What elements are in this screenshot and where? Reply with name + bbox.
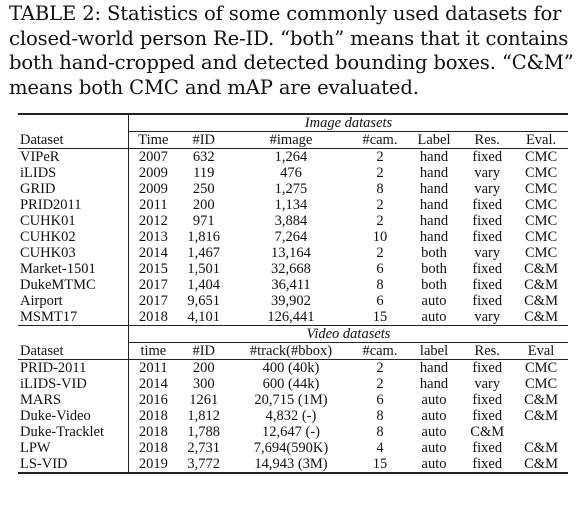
table-cell: CMC [524,376,558,392]
dataset-name-cell: Duke-Video [18,408,129,424]
dataset-name-cell: CUHK02 [18,229,129,245]
dataset-name-cell: PRID-2011 [18,360,129,377]
table-cell: 13,164 [271,245,311,261]
table-cell: 2 [376,360,384,376]
table-cell: vary [474,376,501,392]
table-cell: 1,264 [274,149,308,165]
table-row [18,277,568,293]
table-cell: 632 [192,149,215,165]
table-cell: 10 [372,229,388,245]
table-cell: 2 [376,165,384,181]
column-header: #cam. [352,343,407,360]
column-header: Dataset [18,343,129,360]
table-cell [514,424,568,440]
table-cell: CMC [524,197,558,213]
table-cell: 2011 [139,197,168,213]
table-row [18,261,568,277]
table-cell: fixed [472,229,503,245]
table-row [18,181,568,197]
table-cell: 7,694(590K) [253,440,329,456]
table-cell: 200 [192,360,215,376]
table-cell: 2017 [138,277,168,293]
table-row [18,165,568,181]
table-cell: 2009 [138,165,168,181]
column-header: Res. [460,132,514,149]
table-cell: CMC [524,245,558,261]
table-cell: 1,275 [274,181,308,197]
table-row [18,392,568,408]
header-row [18,132,568,149]
table-cell: hand [419,197,449,213]
table-cell: auto [421,440,447,456]
dataset-name-cell: LS-VID [18,456,129,473]
column-header: #image [230,132,352,149]
column-header: #ID [178,343,230,360]
table-cell: 2018 [138,424,168,440]
column-header: Time [129,132,178,149]
table-cell: CMC [524,229,558,245]
table-cell: 2 [376,149,384,165]
table-cell: 6 [376,392,384,408]
table-cell: vary [474,309,501,325]
table-row [18,245,568,261]
table-cell: 3,884 [274,213,308,229]
table-cell: 7,264 [274,229,308,245]
table-cell: 1,788 [187,424,221,440]
table-cell: CMC [524,149,558,165]
section-title: Video datasets [129,326,569,343]
table-cell: hand [419,149,449,165]
column-header: Label [408,132,461,149]
table-cell: 476 [280,165,302,181]
dataset-statistics-table [18,113,568,474]
table-cell: C&M [514,456,568,473]
table-cell: vary [474,245,501,261]
table-cell: 3,772 [178,456,230,473]
table-cell: auto [421,408,447,424]
table-cell: auto [421,392,447,408]
table-cell: 2012 [138,213,168,229]
table-cell: 300 [192,376,215,392]
table-cell: fixed [472,197,503,213]
table-cell: hand [419,181,449,197]
table-row [18,408,568,424]
table-cell: 4,832 (-) [265,408,317,424]
table-cell: C&M [524,408,558,424]
table-cell: 12,647 (-) [261,424,320,440]
dataset-name-cell: MSMT17 [18,309,129,326]
table-cell: 4 [376,440,384,456]
dataset-name-cell: MARS [18,392,129,408]
section-title-row [18,114,568,132]
table-cell: 2 [376,376,384,392]
table-row [18,456,568,473]
table-cell: 1,404 [187,277,221,293]
table-cell: 1,816 [187,229,221,245]
table-cell: fixed [460,456,514,473]
table-cell: CMC [524,360,558,376]
column-header: time [129,343,178,360]
table-cell: 200 [192,197,215,213]
table-cell: C&M [524,309,558,325]
dataset-name-cell: CUHK03 [18,245,129,261]
table-cell: 1,812 [187,408,221,424]
table-row [18,309,568,326]
dataset-name-cell: VIPeR [18,149,129,166]
table-cell: 32,668 [271,261,311,277]
caption-line: means both CMC and mAP are evaluated. [9,75,419,99]
table-cell: C&M [524,293,558,309]
table-cell: fixed [472,277,503,293]
table-cell: 400 (40k) [262,360,320,376]
table-cell: fixed [472,360,503,376]
table-cell: hand [419,360,449,376]
section-title-spacer [18,326,129,343]
table-cell: auto [421,424,447,440]
table-cell: 2014 [138,245,168,261]
dataset-name-cell: LPW [18,440,129,456]
table-cell: 600 (44k) [262,376,320,392]
dataset-name-cell: iLIDS-VID [18,376,129,392]
table-cell: both [421,245,447,261]
table-row [18,293,568,309]
dataset-name-cell: CUHK01 [18,213,129,229]
column-header: Eval [514,343,568,360]
table-cell: both [421,277,447,293]
table-row [18,149,568,166]
caption-line: both hand-cropped and detected bounding boxes. “C&M” [9,51,574,74]
table-cell: 2014 [138,376,168,392]
table-cell: CMC [524,165,558,181]
table-cell: fixed [472,440,503,456]
table-cell: 2,731 [187,440,221,456]
table-cell: C&M [524,392,558,408]
table-cell: 971 [192,213,215,229]
table-cell: 1,501 [187,261,221,277]
table-cell: fixed [472,408,503,424]
table-cell: auto [421,293,447,309]
table-cell: 36,411 [271,277,311,293]
table-cell: 8 [376,181,384,197]
table-cell: fixed [472,213,503,229]
dataset-name-cell: iLIDS [18,165,129,181]
caption-line: TABLE 2: Statistics of some commonly used datasets for [9,2,562,25]
table-cell: fixed [472,293,503,309]
section-title: Image datasets [129,114,569,132]
table-cell: 39,902 [271,293,311,309]
dataset-name-cell: DukeMTMC [18,277,129,293]
caption-line: closed-world person Re-ID. “both” means that it contains [9,26,569,50]
table-cell: 2015 [138,261,168,277]
table-cell: 1,134 [274,197,308,213]
table-row [18,360,568,377]
table-cell: C&M [524,261,558,277]
table-cell: 126,441 [267,309,315,325]
column-header: label [408,343,461,360]
table-cell: 1261 [189,392,219,408]
column-header: #cam. [352,132,407,149]
table-cell: 1,467 [187,245,221,261]
table-cell: fixed [472,392,503,408]
table-cell: 14,943 (3M) [230,456,352,473]
table-cell: fixed [472,149,503,165]
section-title-spacer [18,114,129,132]
table-cell: auto [421,309,447,325]
dataset-name-cell: Market-1501 [18,261,129,277]
table-cell: CMC [524,181,558,197]
column-header: #track(#bbox) [230,343,352,360]
table-cell: 2011 [139,360,168,376]
table-cell: 15 [352,456,407,473]
table-cell: fixed [472,261,503,277]
table-cell: C&M [470,424,505,440]
table-cell: CMC [524,213,558,229]
table-cell: 2007 [138,149,168,165]
table-cell: 8 [376,277,384,293]
header-row [18,343,568,360]
table-cell: 2009 [138,181,168,197]
table-cell: 2019 [129,456,178,473]
table-row [18,424,568,440]
table-cell: vary [474,165,501,181]
table-cell: 119 [193,165,215,181]
table-cell: hand [419,376,449,392]
table-cell: 6 [376,293,384,309]
table-cell: 2013 [138,229,168,245]
table-cell: hand [419,229,449,245]
table-caption [9,2,577,100]
column-header: Res. [460,343,514,360]
table-row [18,197,568,213]
table-cell: vary [474,181,501,197]
table-cell: 2016 [138,392,168,408]
dataset-name-cell: GRID [18,181,129,197]
table-cell: 8 [376,408,384,424]
dataset-name-cell: PRID2011 [18,197,129,213]
table-cell: 2018 [138,309,168,325]
dataset-name-cell: Airport [18,293,129,309]
table-cell: 2 [376,197,384,213]
column-header: #ID [178,132,230,149]
table-row [18,376,568,392]
column-header: Dataset [18,132,129,149]
table-cell: C&M [524,440,558,456]
table-cell: 2017 [138,293,168,309]
dataset-name-cell: Duke-Tracklet [18,424,129,440]
table-cell: 250 [192,181,215,197]
table-cell: 2018 [138,408,168,424]
table-row [18,229,568,245]
table-cell: 2 [376,213,384,229]
section-title-row [18,326,568,343]
table-cell: 4,101 [187,309,221,325]
table-cell: hand [419,213,449,229]
column-header: Eval. [514,132,568,149]
table-cell: C&M [524,277,558,293]
table-cell: 8 [376,424,384,440]
table-cell: 20,715 (1M) [254,392,328,408]
table-cell: 2018 [138,440,168,456]
table-cell: auto [408,456,461,473]
table-cell: 2 [376,245,384,261]
table-cell: both [421,261,447,277]
table-cell: hand [419,165,449,181]
table-cell: 9,651 [187,293,221,309]
table-cell: 15 [372,309,388,325]
table-row [18,213,568,229]
table-cell: 6 [376,261,384,277]
table-row [18,440,568,456]
